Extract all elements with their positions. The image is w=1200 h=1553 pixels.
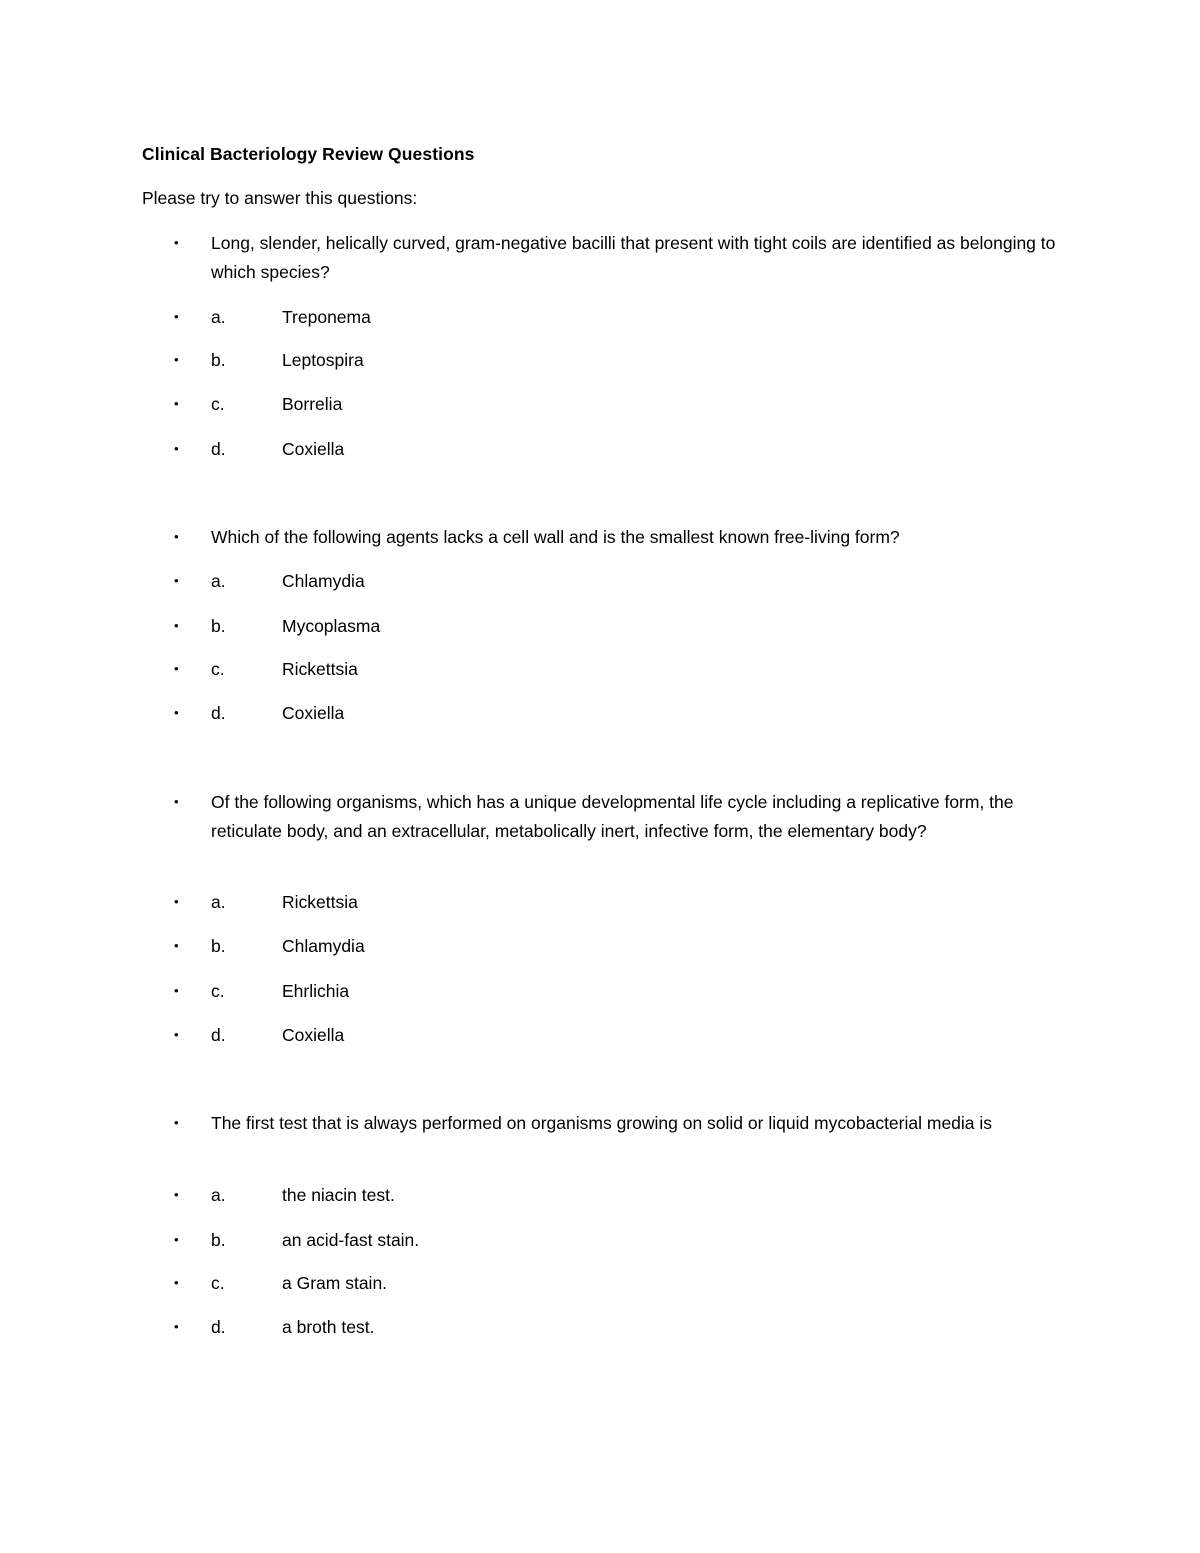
bullet-icon: •: [174, 1232, 179, 1247]
bullet-icon: •: [174, 529, 179, 544]
bullet-icon: •: [174, 794, 179, 809]
bullet-icon: •: [174, 235, 179, 250]
option-letter: b.: [211, 350, 226, 370]
option-text: Coxiella: [282, 1025, 345, 1045]
document-title: Clinical Bacteriology Review Questions: [142, 144, 475, 164]
option-text: Rickettsia: [282, 659, 358, 679]
option-letter: d.: [211, 1025, 226, 1045]
option-text: an acid-fast stain.: [282, 1230, 420, 1250]
option-letter: a.: [211, 892, 226, 912]
option-letter: a.: [211, 307, 226, 327]
option-text: Coxiella: [282, 703, 345, 723]
option-text: a Gram stain.: [282, 1273, 388, 1293]
option-letter: b.: [211, 616, 226, 636]
option-text: Chlamydia: [282, 571, 365, 591]
option-letter: d.: [211, 703, 226, 723]
bullet-icon: •: [174, 1319, 179, 1334]
bullet-icon: •: [174, 1115, 179, 1130]
option-letter: b.: [211, 936, 226, 956]
option-letter: c.: [211, 394, 225, 414]
bullet-icon: •: [174, 983, 179, 998]
option-letter: a.: [211, 571, 226, 591]
question-text: Which of the following agents lacks a cell wall and is the smallest known free-living form?: [211, 527, 900, 547]
bullet-icon: •: [174, 352, 179, 367]
option-letter: b.: [211, 1230, 226, 1250]
option-text: Mycoplasma: [282, 616, 381, 636]
bullet-icon: •: [174, 1187, 179, 1202]
bullet-icon: •: [174, 938, 179, 953]
bullet-icon: •: [174, 661, 179, 676]
question-text: Of the following organisms, which has a unique developmental life cycle including a replicative form, the reticulate body, and an extracellular, metabolically inert, infective form, the elementary body?: [211, 792, 1014, 841]
bullet-icon: •: [174, 705, 179, 720]
option-text: Coxiella: [282, 439, 345, 459]
option-text: Borrelia: [282, 394, 343, 414]
option-letter: c.: [211, 659, 225, 679]
bullet-icon: •: [174, 1027, 179, 1042]
bullet-icon: •: [174, 1275, 179, 1290]
bullet-icon: •: [174, 618, 179, 633]
bullet-icon: •: [174, 441, 179, 456]
option-text: Treponema: [282, 307, 371, 327]
option-text: a broth test.: [282, 1317, 375, 1337]
option-text: the niacin test.: [282, 1185, 395, 1205]
question-text: The first test that is always performed on organisms growing on solid or liquid mycobacterial media is: [211, 1113, 993, 1133]
option-letter: c.: [211, 981, 225, 1001]
option-text: Ehrlichia: [282, 981, 350, 1001]
bullet-icon: •: [174, 894, 179, 909]
option-letter: a.: [211, 1185, 226, 1205]
bullet-icon: •: [174, 573, 179, 588]
intro-text: Please try to answer this questions:: [142, 188, 418, 208]
bullet-icon: •: [174, 396, 179, 411]
option-text: Rickettsia: [282, 892, 358, 912]
option-text: Chlamydia: [282, 936, 365, 956]
option-letter: d.: [211, 1317, 226, 1337]
option-letter: d.: [211, 439, 226, 459]
bullet-icon: •: [174, 309, 179, 324]
option-text: Leptospira: [282, 350, 364, 370]
question-text: Long, slender, helically curved, gram-negative bacilli that present with tight coils are identified as belonging to which species?: [211, 233, 1056, 282]
option-letter: c.: [211, 1273, 225, 1293]
